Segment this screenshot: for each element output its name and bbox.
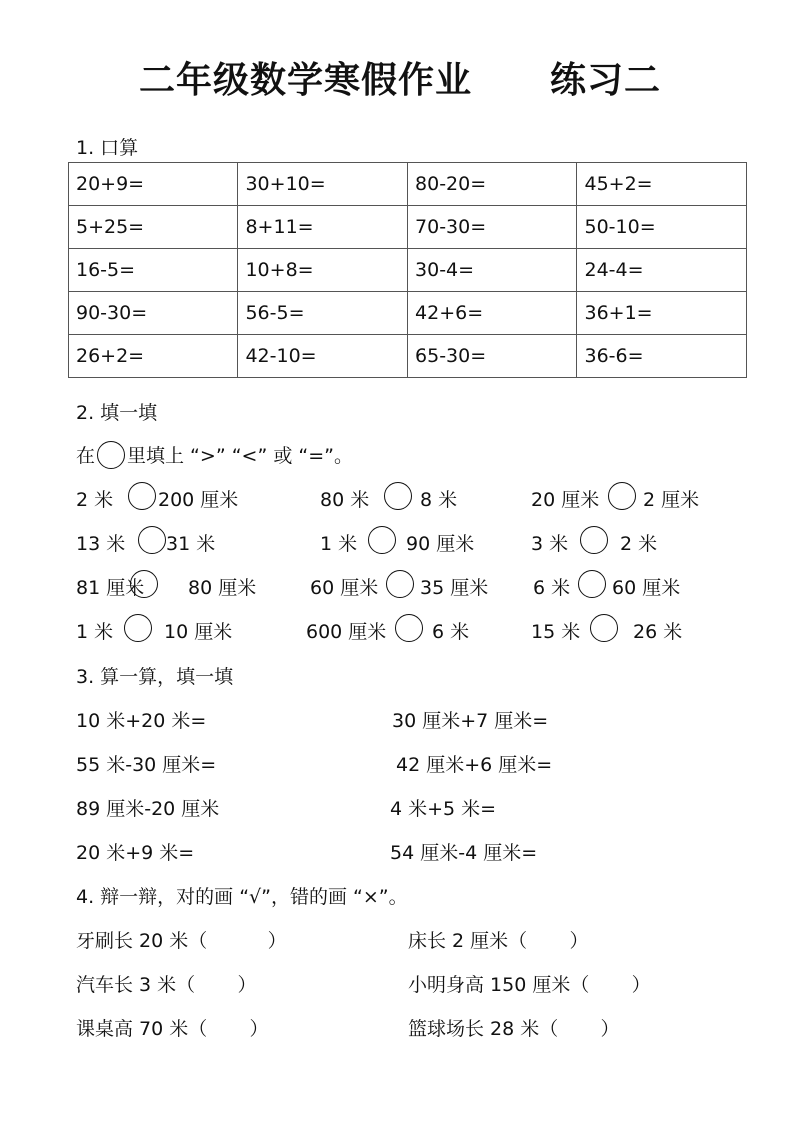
compare-right: 90 厘米 [406, 533, 475, 555]
calc-cell: 50-10= [577, 206, 747, 249]
compare-right: 10 厘米 [164, 621, 233, 643]
compare-right: 35 厘米 [420, 577, 489, 599]
compare-left: 3 米 [531, 533, 569, 555]
unit-calc-left: 20 米+9 米= [76, 842, 195, 864]
unit-calc-left: 89 厘米-20 厘米 [76, 798, 220, 820]
calc-cell: 45+2= [577, 163, 747, 206]
compare-right: 60 厘米 [612, 577, 681, 599]
answer-circle-icon [578, 570, 606, 598]
compare-left: 20 厘米 [531, 489, 600, 511]
calc-cell: 36-6= [577, 335, 747, 378]
calc-cell: 26+2= [69, 335, 238, 378]
judge-right: 篮球场长 28 米（ ） [408, 1018, 620, 1040]
judge-left: 汽车长 3 米（ ） [76, 974, 257, 996]
section2-heading: 2. 填一填 [76, 402, 158, 424]
mental-math-table [68, 162, 747, 378]
compare-right: 80 厘米 [188, 577, 257, 599]
judge-left: 课桌高 70 米（ ） [76, 1018, 269, 1040]
table-row [69, 249, 747, 292]
answer-circle-icon [384, 482, 412, 510]
unit-calc-left: 10 米+20 米= [76, 710, 207, 732]
unit-calc-right: 4 米+5 米= [390, 798, 497, 820]
compare-right: 31 米 [166, 533, 216, 555]
answer-circle-icon [138, 526, 166, 554]
page-title [0, 52, 800, 103]
calc-cell: 30-4= [408, 249, 577, 292]
calc-cell: 80-20= [408, 163, 577, 206]
compare-left: 600 厘米 [306, 621, 387, 643]
calc-cell: 16-5= [69, 249, 238, 292]
section1-heading: 1. 口算 [76, 137, 139, 159]
section2-instruction [76, 441, 353, 469]
calc-cell: 8+11= [238, 206, 408, 249]
answer-circle-icon [395, 614, 423, 642]
compare-left: 2 米 [76, 489, 114, 511]
calc-cell: 42-10= [238, 335, 408, 378]
compare-right: 26 米 [633, 621, 683, 643]
title-main: 二年级数学寒假作业 [138, 60, 472, 101]
title-sub: 练习二 [550, 60, 662, 101]
compare-right: 2 厘米 [643, 489, 700, 511]
table-row [69, 292, 747, 335]
table-row [69, 206, 747, 249]
answer-circle-icon [608, 482, 636, 510]
answer-circle-icon [128, 482, 156, 510]
judge-left: 牙刷长 20 米（ ） [76, 930, 287, 952]
compare-left: 13 米 [76, 533, 126, 555]
calc-cell: 30+10= [238, 163, 408, 206]
compare-right: 200 厘米 [158, 489, 239, 511]
answer-circle-icon [368, 526, 396, 554]
calc-cell: 70-30= [408, 206, 577, 249]
judge-right: 小明身高 150 厘米（ ） [408, 974, 651, 996]
compare-left: 1 米 [320, 533, 358, 555]
compare-left: 81 厘米 [76, 577, 145, 599]
unit-calc-right: 42 厘米+6 厘米= [396, 754, 553, 776]
calc-cell: 65-30= [408, 335, 577, 378]
calc-cell: 20+9= [69, 163, 238, 206]
answer-circle-icon [124, 614, 152, 642]
answer-circle-icon [97, 441, 125, 469]
compare-left: 60 厘米 [310, 577, 379, 599]
instruction-post: 里填上 “>” “<” 或 “=”。 [127, 445, 353, 467]
table-row [69, 163, 747, 206]
answer-circle-icon [386, 570, 414, 598]
unit-calc-right: 54 厘米-4 厘米= [390, 842, 538, 864]
table-row [69, 335, 747, 378]
compare-left: 1 米 [76, 621, 114, 643]
section3-heading: 3. 算一算，填一填 [76, 666, 234, 688]
calc-cell: 42+6= [408, 292, 577, 335]
judge-right: 床长 2 厘米（ ） [408, 930, 589, 952]
calc-cell: 10+8= [238, 249, 408, 292]
calc-cell: 90-30= [69, 292, 238, 335]
calc-cell: 36+1= [577, 292, 747, 335]
compare-left: 6 米 [533, 577, 571, 599]
answer-circle-icon [580, 526, 608, 554]
section4-heading: 4. 辩一辩，对的画 “√”，错的画 “×”。 [76, 886, 408, 908]
calc-cell: 24-4= [577, 249, 747, 292]
unit-calc-left: 55 米-30 厘米= [76, 754, 217, 776]
calc-cell: 5+25= [69, 206, 238, 249]
unit-calc-right: 30 厘米+7 厘米= [392, 710, 549, 732]
instruction-pre: 在 [76, 445, 96, 467]
calc-cell: 56-5= [238, 292, 408, 335]
answer-circle-icon [130, 570, 158, 598]
compare-right: 2 米 [620, 533, 658, 555]
compare-right: 6 米 [432, 621, 470, 643]
compare-left: 15 米 [531, 621, 581, 643]
answer-circle-icon [590, 614, 618, 642]
compare-left: 80 米 [320, 489, 370, 511]
compare-right: 8 米 [420, 489, 458, 511]
